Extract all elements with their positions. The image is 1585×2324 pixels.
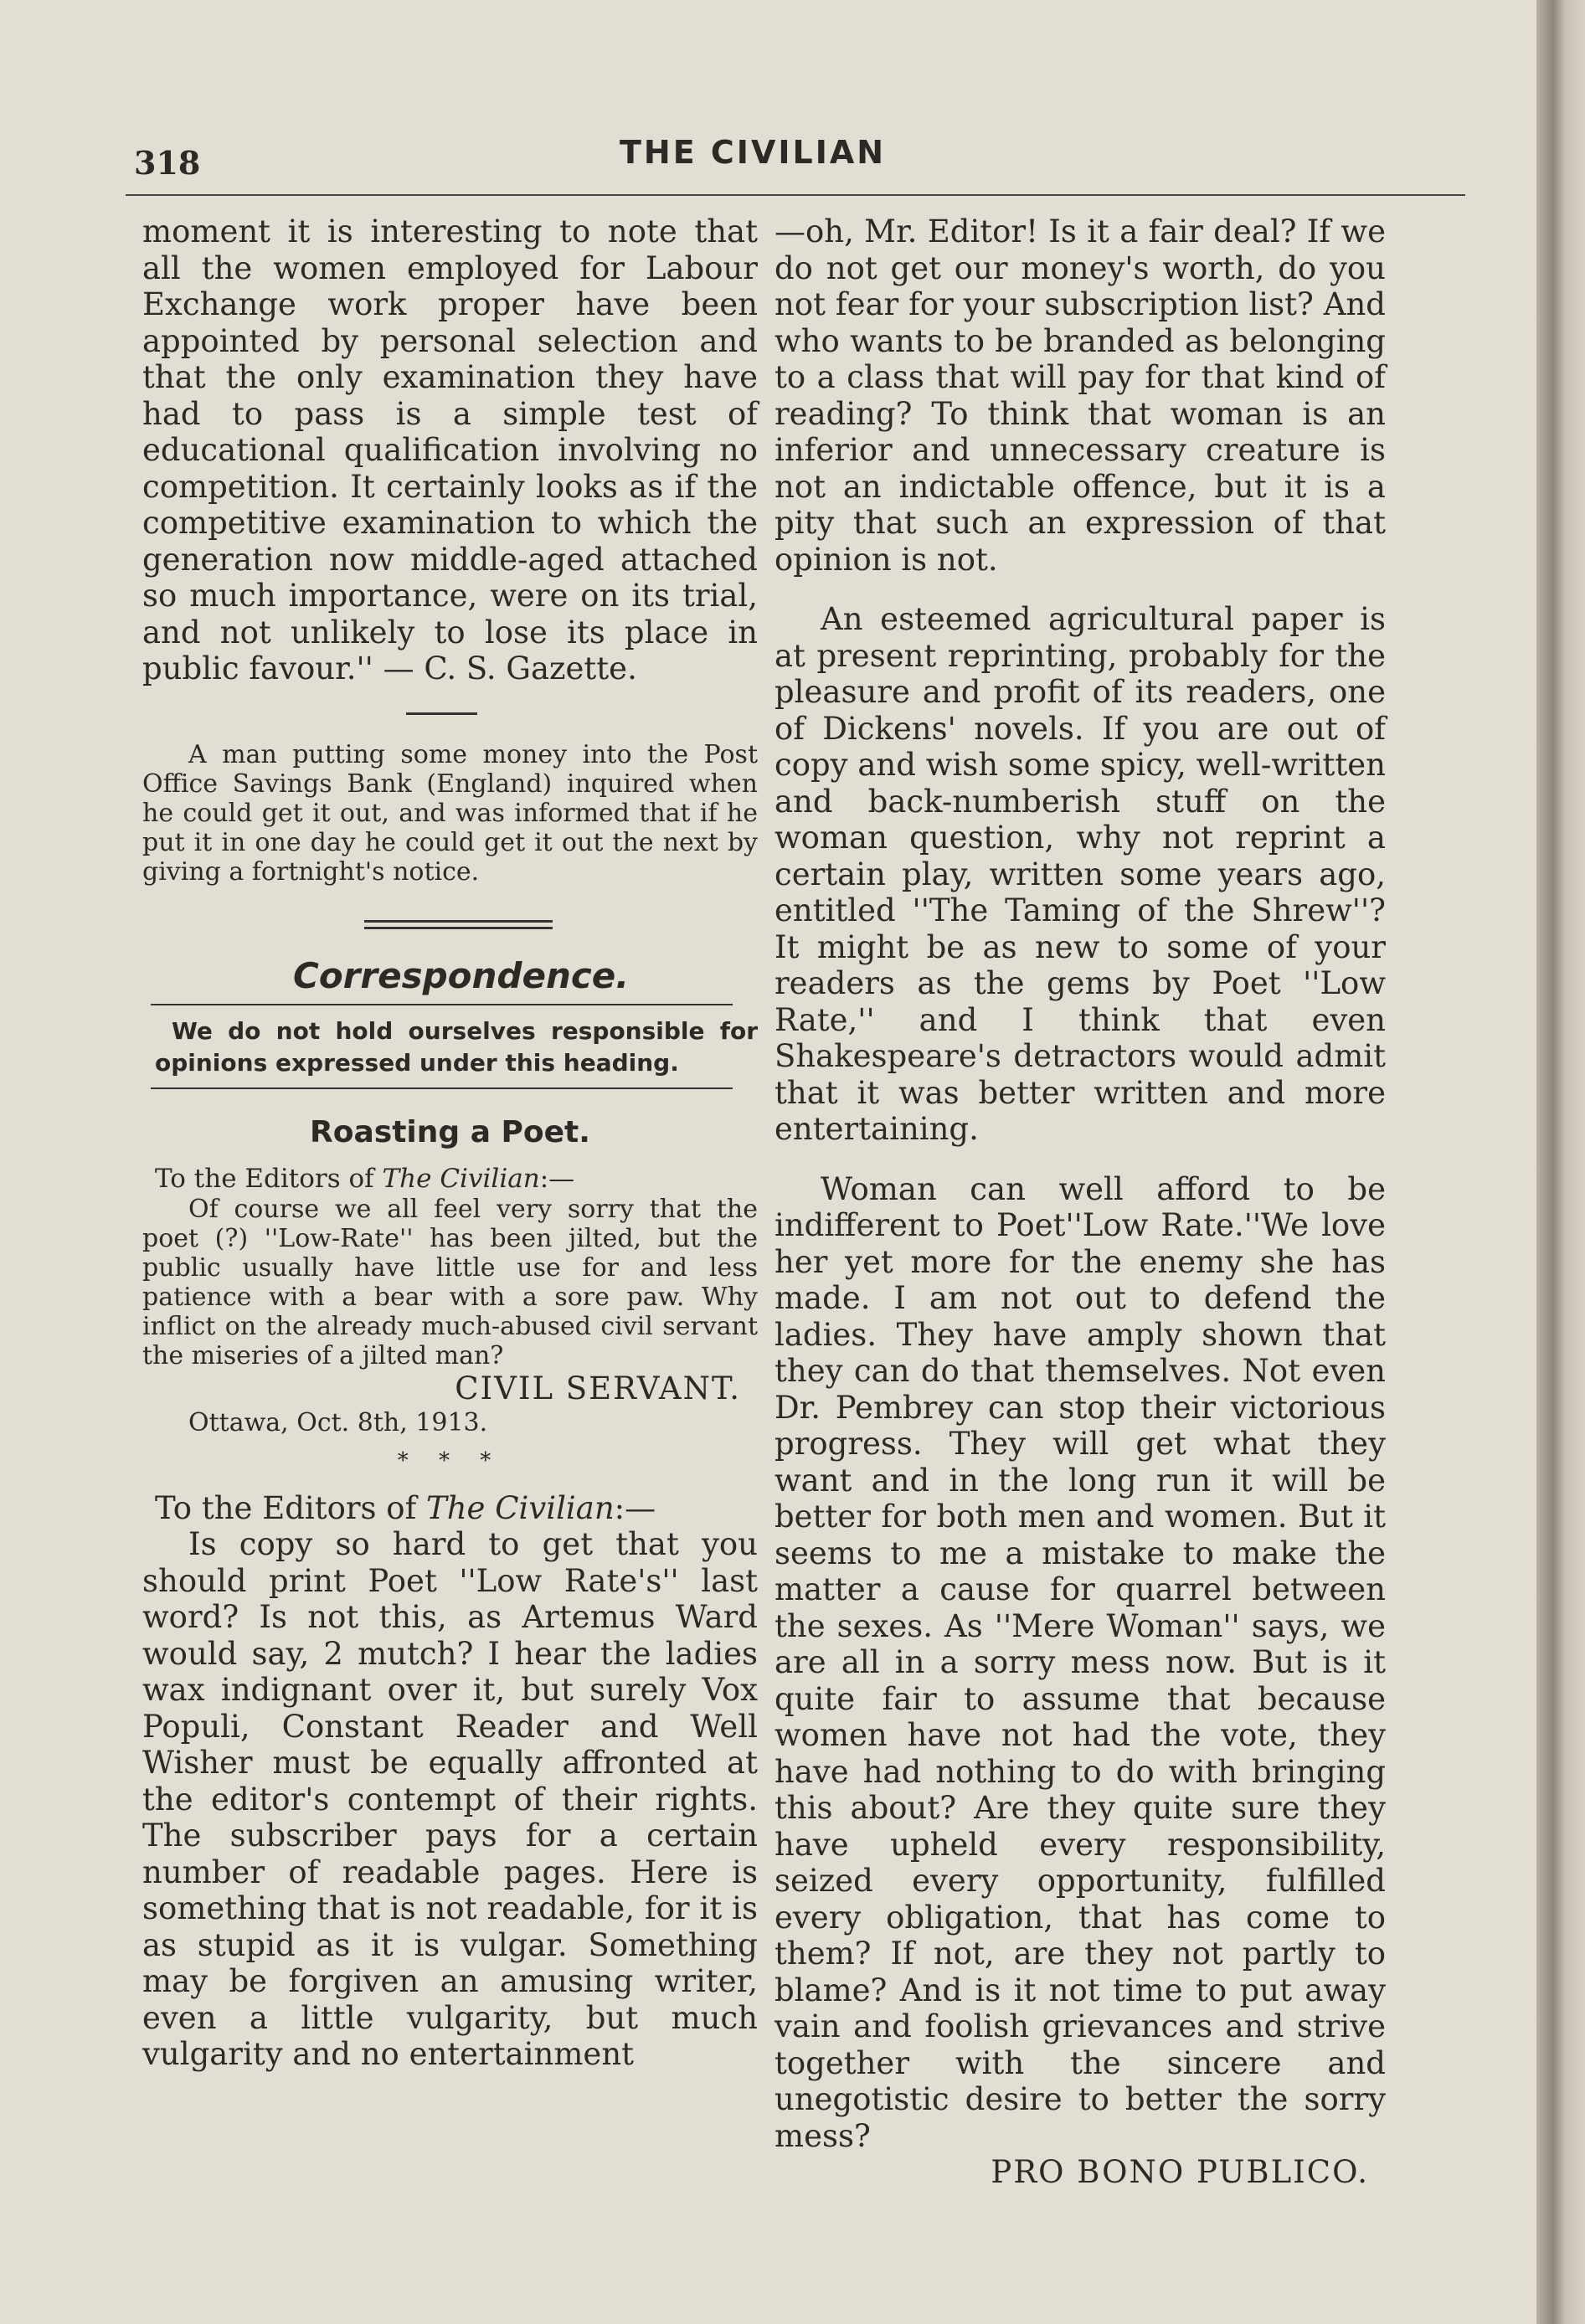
letter2-continuation: —oh, Mr. Editor! Is it a fair deal? If we do not get our money's worth, do you not fear for your subscription list? And who wants to be branded as belonging to a class that will pay for that kind of reading? To think that woman is an inferior and unnecessary creature is not an indictable offence, but it is a pity that such an expression of that opinion is not. — [774, 213, 1386, 578]
separator-stars: * * * — [397, 1448, 503, 1473]
letter1-salutation — [155, 1163, 758, 1195]
letter2-salutation — [155, 1490, 758, 1527]
salutation-suffix: :— — [539, 1163, 575, 1194]
continuation-paragraph: moment it is interesting to note that all the women employed for Labour Exchange work proper have been appointed by personal selection and that the only examination they have had to pass is a simple test of educational qualification involving no competition. It certainly looks as if the competitive examination to which the generation now middle-aged attached so much importance, were on its trial, and not unlikely to lose its place in public favour.'' — C. S. Gazette. — [142, 213, 758, 686]
binding-gutter — [1536, 0, 1585, 2324]
letter1-dateline: Ottawa, Oct. 8th, 1913. — [188, 1408, 488, 1437]
right-column — [774, 213, 1386, 2191]
letter2-signature: PRO BONO PUBLICO. — [991, 2154, 1369, 2190]
page-number: 318 — [134, 144, 201, 182]
section-rule-top — [151, 1004, 733, 1005]
journal-name: The Civilian — [426, 1489, 615, 1526]
letter2-body: Is copy so hard to get that you should print Poet ''Low Rate's'' last word? Is not this, as Artemus Ward would say, 2 mutch? I hear the ladies wax indignant over it, but surely Vox Populi, Constant Reader and Well Wisher must be equally affronted at the editor's contempt of their rights. The subscriber pays for a certain number of readable pages. Here is something that is not readable, for it is as stupid as it is vulgar. Something may be forgiven an amusing writer, even a little vulgarity, but much vulgarity and no entertainment — [142, 1526, 758, 2072]
disclaimer: We do not hold ourselves responsible for opinions expressed under this heading. — [155, 1017, 758, 1077]
double-divider — [364, 920, 553, 929]
letter1-body: Of course we all feel very sorry that the poet (?) ''Low-Rate'' has been jilted, but the public usually have little use for and less patience with a bear with a sore paw. Why inflict on the already much-abused civil servant the miseries of a jilted man? — [142, 1194, 758, 1370]
section-rule-bottom — [151, 1087, 733, 1089]
letter-title: Roasting a Poet. — [310, 1115, 590, 1149]
journal-name: The Civilian — [382, 1163, 540, 1194]
salutation-prefix: To the Editors of — [155, 1163, 383, 1194]
anecdote-paragraph: A man putting some money into the Post Office Savings Bank (England) inquired when he could get it out, and was informed that if he put it in one day he could get it out the next by giving a fortnight's notice. — [142, 739, 758, 887]
short-divider — [406, 712, 477, 715]
letter2-paragraph-2: An esteemed agricultural paper is at present reprinting, probably for the pleasure and profit of its readers, one of Dickens' novels. If you are out of copy and wish some spicy, well-written and back-numberish stuff on the woman question, why not reprint a certain play, written some years ago, entitled ''The Taming of the Shrew''? It might be as new to some of your readers as the gems by Poet ''Low Rate,'' and I think that even Shakespeare's detractors would admit that it was better written and more entertaining. — [774, 601, 1386, 1147]
running-head: THE CIVILIAN — [620, 134, 887, 171]
salutation-suffix: :— — [614, 1489, 656, 1526]
salutation-prefix: To the Editors of — [155, 1489, 427, 1526]
section-title: Correspondence. — [293, 954, 630, 996]
header-rule — [126, 194, 1465, 196]
letter1-signature: CIVIL SERVANT. — [455, 1370, 741, 1406]
left-column — [142, 213, 758, 2073]
letter2-paragraph-3: Woman can well afford to be indifferent to Poet''Low Rate.''We love her yet more for the enemy she has made. I am not out to defend the ladies. They have amply shown that they can do that themselves. Not even Dr. Pembrey can stop their victorious progress. They will get what they want and in the long run it will be better for both men and women. But it seems to me a mistake to make the matter a cause for quarrel between the sexes. As ''Mere Woman'' says, we are all in a sorry mess now. But is it quite fair to assume that because women have not had the vote, they have had nothing to do with bringing this about? Are they quite sure they have upheld every responsibility, seized every opportunity, fulfilled every obligation, that has come to them? If not, are they not partly to blame? And is it not time to put away vain and foolish grievances and strive together with the sincere and unegotistic desire to better the sorry mess? — [774, 1170, 1386, 2154]
